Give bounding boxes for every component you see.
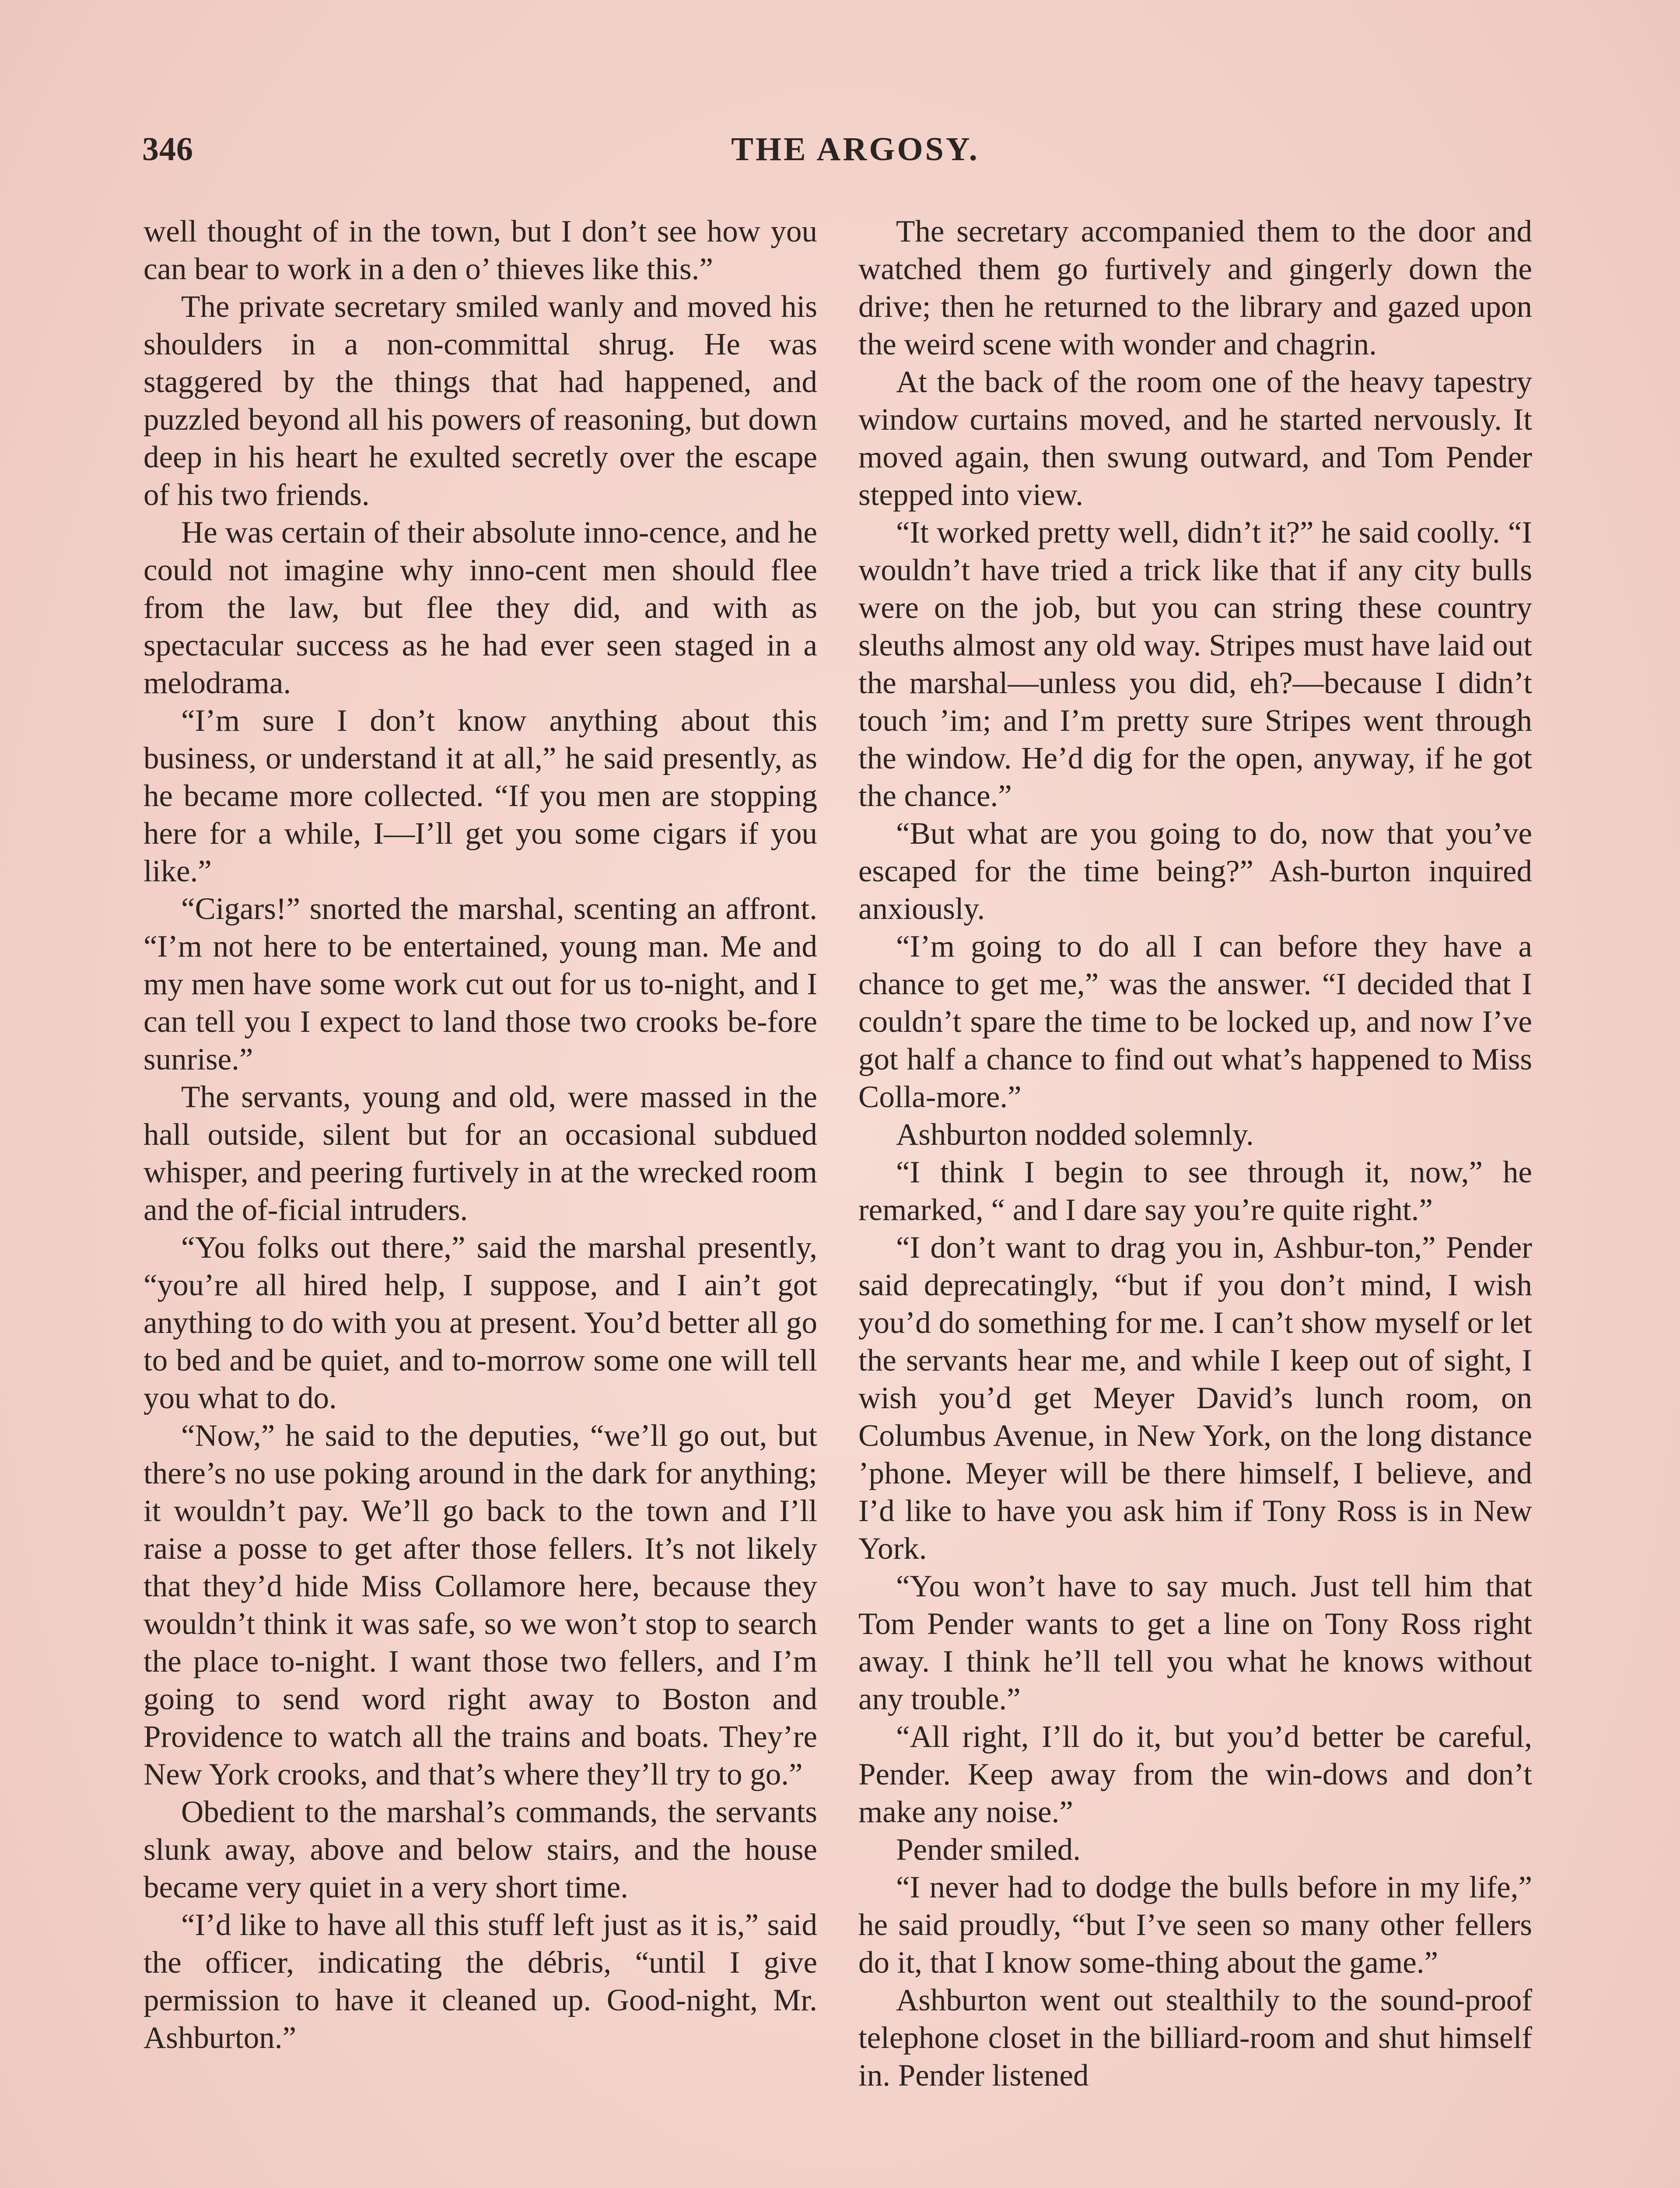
paragraph: “I’m sure I don’t know anything about this business, or understand it at all,” he said presently, as he became more collected. “If you men are stopping here for a while, I—I’ll get you some cigars if you like.”: [144, 704, 817, 888]
paragraph: “But what are you going to do, now that you’ve escaped for the time being?” Ash-burton inquired anxiously.: [858, 817, 1532, 926]
paragraph: The secretary accompanied them to the door and watched them go furtively and gingerly down the drive; then he returned to the library and gazed upon the weird scene with wonder and chagrin.: [858, 214, 1532, 361]
paragraph: Pender smiled.: [896, 1833, 1081, 1867]
page-header: [142, 130, 1568, 179]
page-number: 346: [142, 131, 193, 168]
paragraph: Ashburton went out stealthily to the sound-proof telephone closet in the billiard-room and shut himself in. Pender listened: [858, 1983, 1532, 2093]
paragraph: The private secretary smiled wanly and moved his shoulders in a non-committal shrug. He was staggered by the things that had happened, and puzzled beyond all his powers of reasoning, but down deep in his heart he exulted secretly over the escape of his two friends.: [144, 290, 817, 512]
running-title: THE ARGOSY.: [731, 131, 980, 168]
paragraph: Ashburton nodded solemnly.: [896, 1118, 1254, 1152]
paragraph: “I don’t want to drag you in, Ashbur-ton,” Pender said deprecatingly, “but if you don’t mind, I wish you’d do something for me. I can’t show myself or let the servants hear me, and while I keep out of sight, I wish you’d get Meyer David’s lunch room, on Columbus Avenue, in New York, on the long distance ’phone. Meyer will be there himself, I believe, and I’d like to have you ask him if Tony Ross is in New York.: [858, 1231, 1532, 1566]
left-column: [144, 213, 817, 2057]
paragraph: “I never had to dodge the bulls before in my life,” he said proudly, “but I’ve seen so many other fellers do it, that I know some-thing about the game.”: [858, 1870, 1532, 1980]
paragraph: “All right, I’ll do it, but you’d better be careful, Pender. Keep away from the win-dows and don’t make any noise.”: [858, 1720, 1532, 1829]
paragraph: “I think I begin to see through it, now,” he remarked, “ and I dare say you’re quite right.”: [858, 1155, 1532, 1227]
paragraph: “I’d like to have all this stuff left just as it is,” said the officer, indicating the débris, “until I give permission to have it cleaned up. Good-night, Mr. Ashburton.”: [144, 1908, 817, 2055]
paragraph: At the back of the room one of the heavy tapestry window curtains moved, and he started nervously. It moved again, then swung outward, and Tom Pender stepped into view.: [858, 365, 1532, 512]
paragraph: “Now,” he said to the deputies, “we’ll go out, but there’s no use poking around in the dark for anything; it wouldn’t pay. We’ll go back to the town and I’ll raise a posse to get after those fellers. It’s not likely that they’d hide Miss Collamore here, because they wouldn’t think it was safe, so we won’t stop to search the place to-night. I want those two fellers, and I’m going to send word right away to Boston and Providence to watch all the trains and boats. They’re New York crooks, and that’s where they’ll try to go.”: [144, 1419, 817, 1792]
paragraph: “You won’t have to say much. Just tell him that Tom Pender wants to get a line on Tony Ross right away. I think he’ll tell you what he knows without any trouble.”: [858, 1569, 1532, 1716]
paragraph: well thought of in the town, but I don’t see how you can bear to work in a den o’ thieves like this.”: [144, 214, 817, 286]
paragraph: “You folks out there,” said the marshal presently, “you’re all hired help, I suppose, and I ain’t got anything to do with you at present. You’d better all go to bed and be quiet, and to-morrow some one will tell you what to do.: [144, 1231, 817, 1415]
paragraph: He was certain of their absolute inno-cence, and he could not imagine why inno-cent men should flee from the law, but flee they did, and with as spectacular success as he had ever seen staged in a melodrama.: [144, 515, 817, 700]
paragraph: “I’m going to do all I can before they have a chance to get me,” was the answer. “I decided that I couldn’t spare the time to be locked up, and now I’ve got half a chance to find out what’s happened to Miss Colla-more.”: [858, 929, 1532, 1114]
paragraph: “It worked pretty well, didn’t it?” he said coolly. “I wouldn’t have tried a trick like that if any city bulls were on the job, but you can string these country sleuths almost any old way. Stripes must have laid out the marshal—unless you did, eh?—because I didn’t touch ’im; and I’m pretty sure Stripes went through the window. He’d dig for the open, anyway, if he got the chance.”: [858, 515, 1532, 813]
right-column: [858, 213, 1532, 2094]
paragraph: “Cigars!” snorted the marshal, scenting an affront. “I’m not here to be entertained, young man. Me and my men have some work cut out for us to-night, and I can tell you I expect to land those two crooks be-fore sunrise.”: [144, 892, 817, 1076]
paragraph: The servants, young and old, were massed in the hall outside, silent but for an occasional subdued whisper, and peering furtively in at the wrecked room and the of-ficial intruders.: [144, 1080, 817, 1227]
paragraph: Obedient to the marshal’s commands, the servants slunk away, above and below stairs, and the house became very quiet in a very short time.: [144, 1795, 817, 1904]
